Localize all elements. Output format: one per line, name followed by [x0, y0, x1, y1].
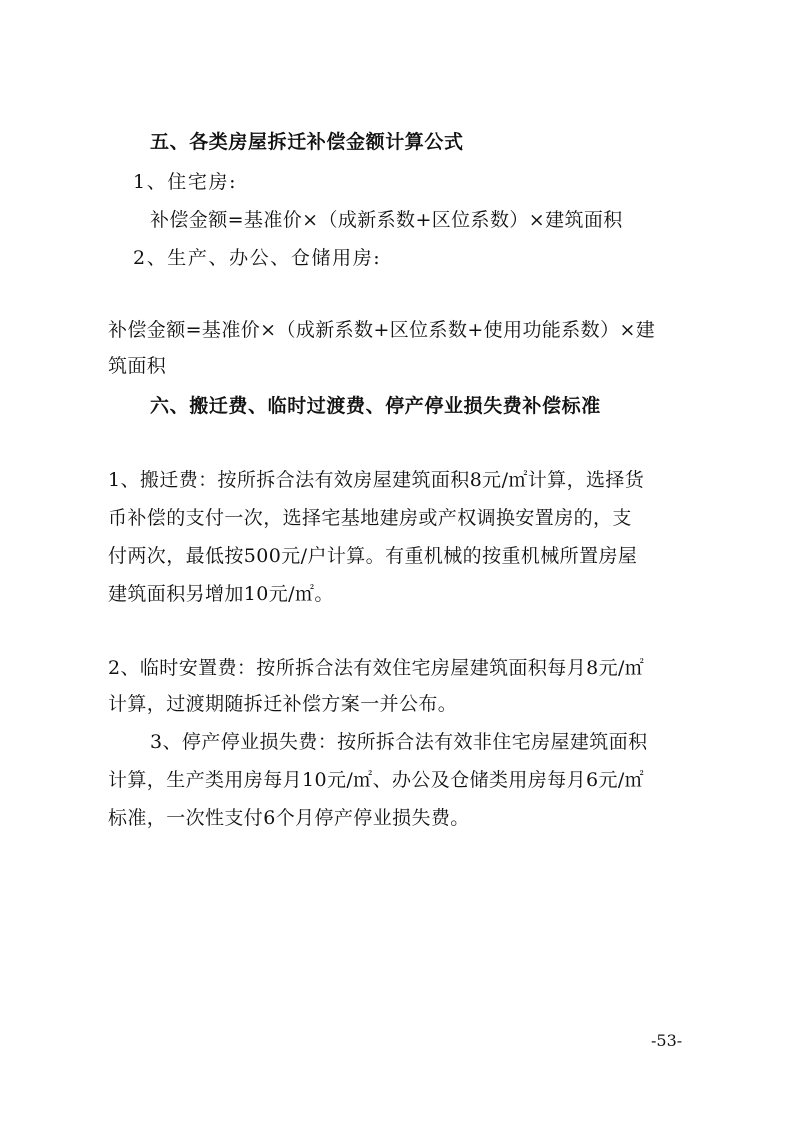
page-number: -53-	[651, 1031, 683, 1050]
section-six-p2-line2: 计算，过渡期随拆迁补偿方案一并公布。	[108, 693, 458, 715]
section-six-p1-line1: 1、搬迁费：按所拆合法有效房屋建筑面积8元/㎡计算，选择货	[108, 469, 645, 491]
section-six-p1-line4: 建筑面积另增加10元/㎡。	[108, 583, 334, 605]
section-six-p3-line1: 3、停产停业损失费：按所拆合法有效非住宅房屋建筑面积	[150, 731, 648, 753]
section-five-item2-formula-line2: 筑面积	[108, 355, 167, 377]
section-six-heading: 六、搬迁费、临时过渡费、停产停业损失费补偿标准	[150, 395, 601, 417]
section-five-heading: 五、各类房屋拆迁补偿金额计算公式	[150, 131, 464, 153]
section-six-p2-line1: 2、临时安置费：按所拆合法有效住宅房屋建筑面积每月8元/㎡	[108, 657, 645, 679]
section-five-item1-formula: 补偿金额=基准价×（成新系数+区位系数）×建筑面积	[150, 209, 623, 231]
section-six-p1-line3: 付两次，最低按500元/户计算。有重机械的按重机械所置房屋	[108, 545, 638, 567]
section-six-p1-line2: 币补偿的支付一次，选择宅基地建房或产权调换安置房的，支	[108, 507, 632, 529]
section-five-item1-label: 1、住宅房:	[133, 171, 238, 193]
section-five-item2-label: 2、生产、办公、仓储用房:	[133, 247, 382, 269]
section-six-p3-line2: 计算，生产类用房每月10元/㎡、办公及仓储类用房每月6元/㎡	[108, 769, 645, 791]
section-five-item2-formula-line1: 补偿金额=基准价×（成新系数+区位系数+使用功能系数）×建	[108, 319, 656, 341]
section-six-p3-line3: 标准，一次性支付6个月停产停业损失费。	[108, 807, 470, 829]
